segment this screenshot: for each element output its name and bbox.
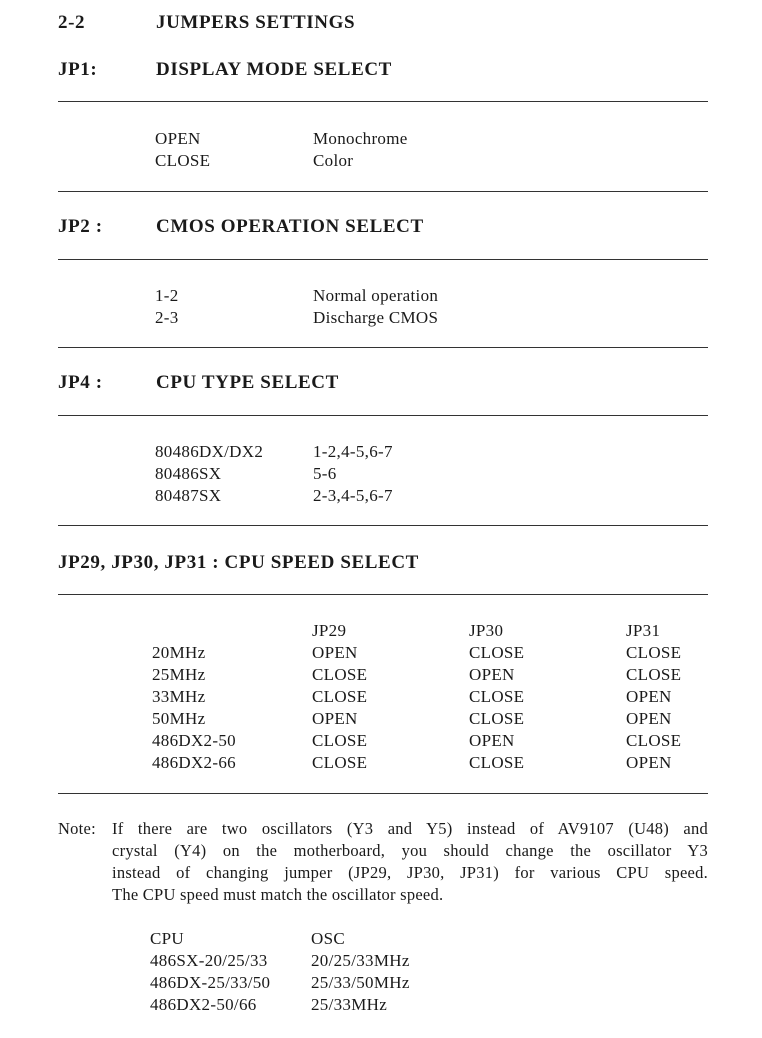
jp2-title: CMOS OPERATION SELECT: [156, 216, 424, 237]
jp4-setting: 80486SX: [155, 464, 222, 483]
note-line: The CPU speed must match the oscillator speed.: [112, 885, 444, 904]
jp4-setting: 80487SX: [155, 486, 222, 505]
divider: [58, 525, 708, 526]
speed-cell: CLOSE: [469, 643, 525, 662]
osc-header-osc: OSC: [311, 929, 345, 948]
speed-cell: OPEN: [312, 643, 358, 662]
speed-title: JP29, JP30, JP31 : CPU SPEED SELECT: [58, 552, 419, 573]
speed-cell: 486DX2-50: [152, 731, 236, 750]
speed-cell: 25MHz: [152, 665, 206, 684]
speed-cell: CLOSE: [626, 731, 682, 750]
jp1-value: Monochrome: [313, 129, 408, 148]
speed-header: JP29: [312, 621, 347, 640]
jp1-label: JP1:: [58, 59, 98, 80]
speed-cell: CLOSE: [469, 709, 525, 728]
speed-cell: CLOSE: [312, 753, 368, 772]
jp1-setting: OPEN: [155, 129, 201, 148]
speed-cell: OPEN: [312, 709, 358, 728]
speed-cell: CLOSE: [626, 665, 682, 684]
jp2-setting: 2-3: [155, 308, 179, 327]
divider: [58, 259, 708, 260]
note-label: Note:: [58, 819, 96, 838]
speed-cell: OPEN: [469, 665, 515, 684]
note-line: crystal (Y4) on the motherboard, you should change the oscillator Y3: [112, 841, 708, 860]
jp1-value: Color: [313, 151, 354, 170]
note-line: instead of changing jumper (JP29, JP30, JP31) for various CPU speed.: [112, 863, 708, 882]
speed-cell: OPEN: [626, 709, 672, 728]
speed-cell: CLOSE: [626, 643, 682, 662]
speed-cell: 50MHz: [152, 709, 206, 728]
note-text: If there are two oscillators (Y3 and Y5) instead of AV9107 (U48) and: [112, 819, 708, 838]
speed-cell: 20MHz: [152, 643, 206, 662]
speed-cell: CLOSE: [469, 687, 525, 706]
divider: [58, 415, 708, 416]
speed-header: JP31: [626, 621, 661, 640]
jp2-label: JP2 :: [58, 216, 103, 237]
osc-value: 25/33/50MHz: [311, 973, 410, 992]
jp2-value: Normal operation: [313, 286, 439, 305]
osc-value: 25/33MHz: [311, 995, 388, 1014]
note-line: [58, 818, 708, 840]
speed-cell: OPEN: [626, 753, 672, 772]
jp4-title: CPU TYPE SELECT: [156, 372, 339, 393]
jp4-value: 5-6: [313, 464, 337, 483]
osc-cpu: 486DX2-50/66: [150, 995, 257, 1014]
jp4-value: 2-3,4-5,6-7: [313, 486, 393, 505]
jp2-value: Discharge CMOS: [313, 308, 439, 327]
speed-cell: OPEN: [626, 687, 672, 706]
jp4-label: JP4 :: [58, 372, 103, 393]
divider: [58, 101, 708, 102]
speed-cell: 33MHz: [152, 687, 206, 706]
section-title: JUMPERS SETTINGS: [156, 12, 356, 33]
divider: [58, 347, 708, 348]
osc-header-cpu: CPU: [150, 929, 184, 948]
osc-cpu: 486SX-20/25/33: [150, 951, 268, 970]
divider: [58, 191, 708, 192]
speed-cell: CLOSE: [312, 687, 368, 706]
speed-cell: CLOSE: [312, 665, 368, 684]
jp1-title: DISPLAY MODE SELECT: [156, 59, 392, 80]
speed-header: JP30: [469, 621, 504, 640]
speed-cell: CLOSE: [312, 731, 368, 750]
jp4-value: 1-2,4-5,6-7: [313, 442, 393, 461]
osc-cpu: 486DX-25/33/50: [150, 973, 271, 992]
note: [58, 818, 708, 906]
section-number: 2-2: [58, 12, 86, 33]
osc-value: 20/25/33MHz: [311, 951, 410, 970]
jp2-setting: 1-2: [155, 286, 179, 305]
speed-cell: CLOSE: [469, 753, 525, 772]
speed-cell: 486DX2-66: [152, 753, 236, 772]
jp1-setting: CLOSE: [155, 151, 211, 170]
jp4-setting: 80486DX/DX2: [155, 442, 264, 461]
speed-cell: OPEN: [469, 731, 515, 750]
divider: [58, 793, 708, 794]
divider: [58, 594, 708, 595]
